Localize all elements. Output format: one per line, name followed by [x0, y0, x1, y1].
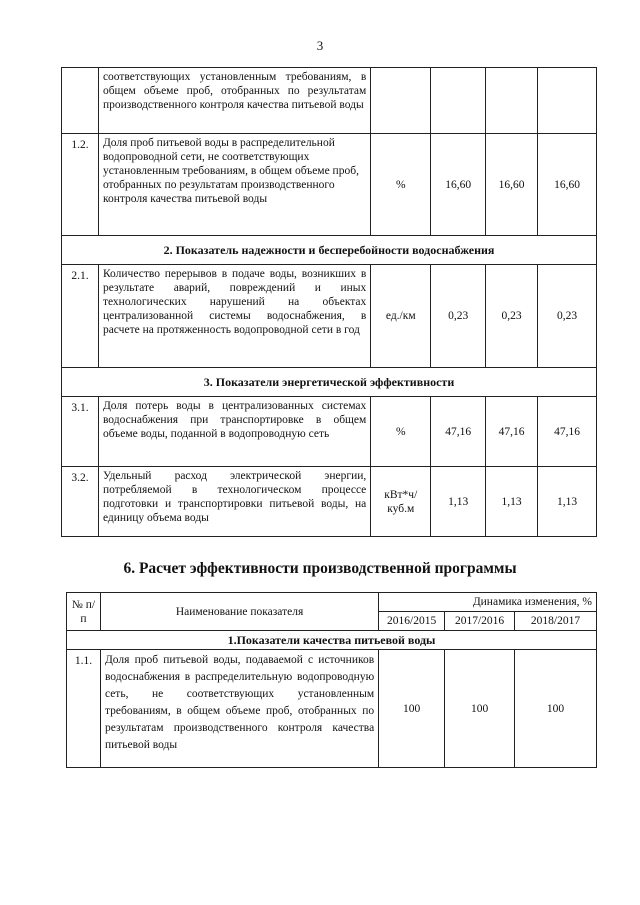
table-row [62, 397, 597, 467]
table-row [62, 265, 597, 368]
indicator-name: Удельный расход электрической энергии, потребляемой в технологическом процессе подготовки и транспортировки питьевой воды, на единицу объема воды [98, 467, 370, 537]
indicator-name: Доля проб питьевой воды в распределительной водопроводной сети, не соответствующих установленным требованиям, в общем объеме проб, отобранных по результатам производственного контроля качества питьевой воды [98, 134, 370, 236]
unit-cell: ед./км [371, 265, 431, 368]
page-number: 3 [316, 38, 324, 53]
value-cell: 1,13 [538, 467, 597, 537]
section-heading: 3. Показатели энергетической эффективности [62, 368, 597, 397]
table-row [62, 467, 597, 537]
row-number: 2.1. [62, 265, 99, 368]
header-dynamics: Динамика изменения, % [379, 593, 597, 612]
value-cell: 47,16 [431, 397, 486, 467]
indicator-name: Доля потерь воды в централизованных системах водоснабжения при транспортировке в общем объеме воды, поданной в водопроводную сеть [98, 397, 370, 467]
value-cell: 16,60 [538, 134, 597, 236]
table-row [62, 134, 597, 236]
indicator-name: Доля проб питьевой воды, подаваемой с источников водоснабжения в распределительную водопроводную сеть, не соответствующих установленным требованиям, в общем объеме проб, отобранных по результатам производственного контроля качества питьевой воды [100, 650, 378, 768]
value-cell: 0,23 [431, 265, 486, 368]
header-year: 2016/2015 [379, 612, 445, 631]
section-row [62, 236, 597, 265]
header-name: Наименование показателя [100, 593, 378, 631]
value-cell: 100 [379, 650, 445, 768]
row-number: 1.1. [67, 650, 101, 768]
unit-cell: % [371, 397, 431, 467]
value-cell: 47,16 [486, 397, 538, 467]
unit-cell: % [371, 134, 431, 236]
header-year: 2018/2017 [515, 612, 597, 631]
row-number [62, 68, 99, 134]
table-row [62, 68, 597, 134]
value-cell: 0,23 [486, 265, 538, 368]
value-cell: 47,16 [538, 397, 597, 467]
section-row [67, 631, 597, 650]
section-row [62, 368, 597, 397]
section-heading: 1.Показатели качества питьевой воды [67, 631, 597, 650]
row-number: 3.2. [62, 467, 99, 537]
value-cell: 100 [445, 650, 515, 768]
value-cell: 0,23 [538, 265, 597, 368]
indicator-name: соответствующих установленным требованиям, в общем объеме проб, отобранных по результатам производственного контроля качества питьевой воды [98, 68, 370, 134]
value-cell: 16,60 [486, 134, 538, 236]
row-number: 1.2. [62, 134, 99, 236]
value-cell: 100 [515, 650, 597, 768]
indicator-name: Количество перерывов в подаче воды, возникших в результате аварий, повреждений и иных технологических нарушений на объектах централизованной системы водоснабжения, в расчете на протяженность водопроводной сети в год [98, 265, 370, 368]
indicators-table [61, 67, 597, 537]
value-cell: 1,13 [431, 467, 486, 537]
efficiency-table [66, 592, 597, 768]
header-number: № п/п [67, 593, 101, 631]
section-title: 6. Расчет эффективности производственной программы [123, 560, 517, 577]
value-cell: 16,60 [431, 134, 486, 236]
table-row [67, 650, 597, 768]
header-row [67, 593, 597, 612]
section-heading: 2. Показатель надежности и бесперебойности водоснабжения [62, 236, 597, 265]
row-number: 3.1. [62, 397, 99, 467]
header-year: 2017/2016 [445, 612, 515, 631]
unit-cell: кВт*ч/ куб.м [371, 467, 431, 537]
value-cell: 1,13 [486, 467, 538, 537]
